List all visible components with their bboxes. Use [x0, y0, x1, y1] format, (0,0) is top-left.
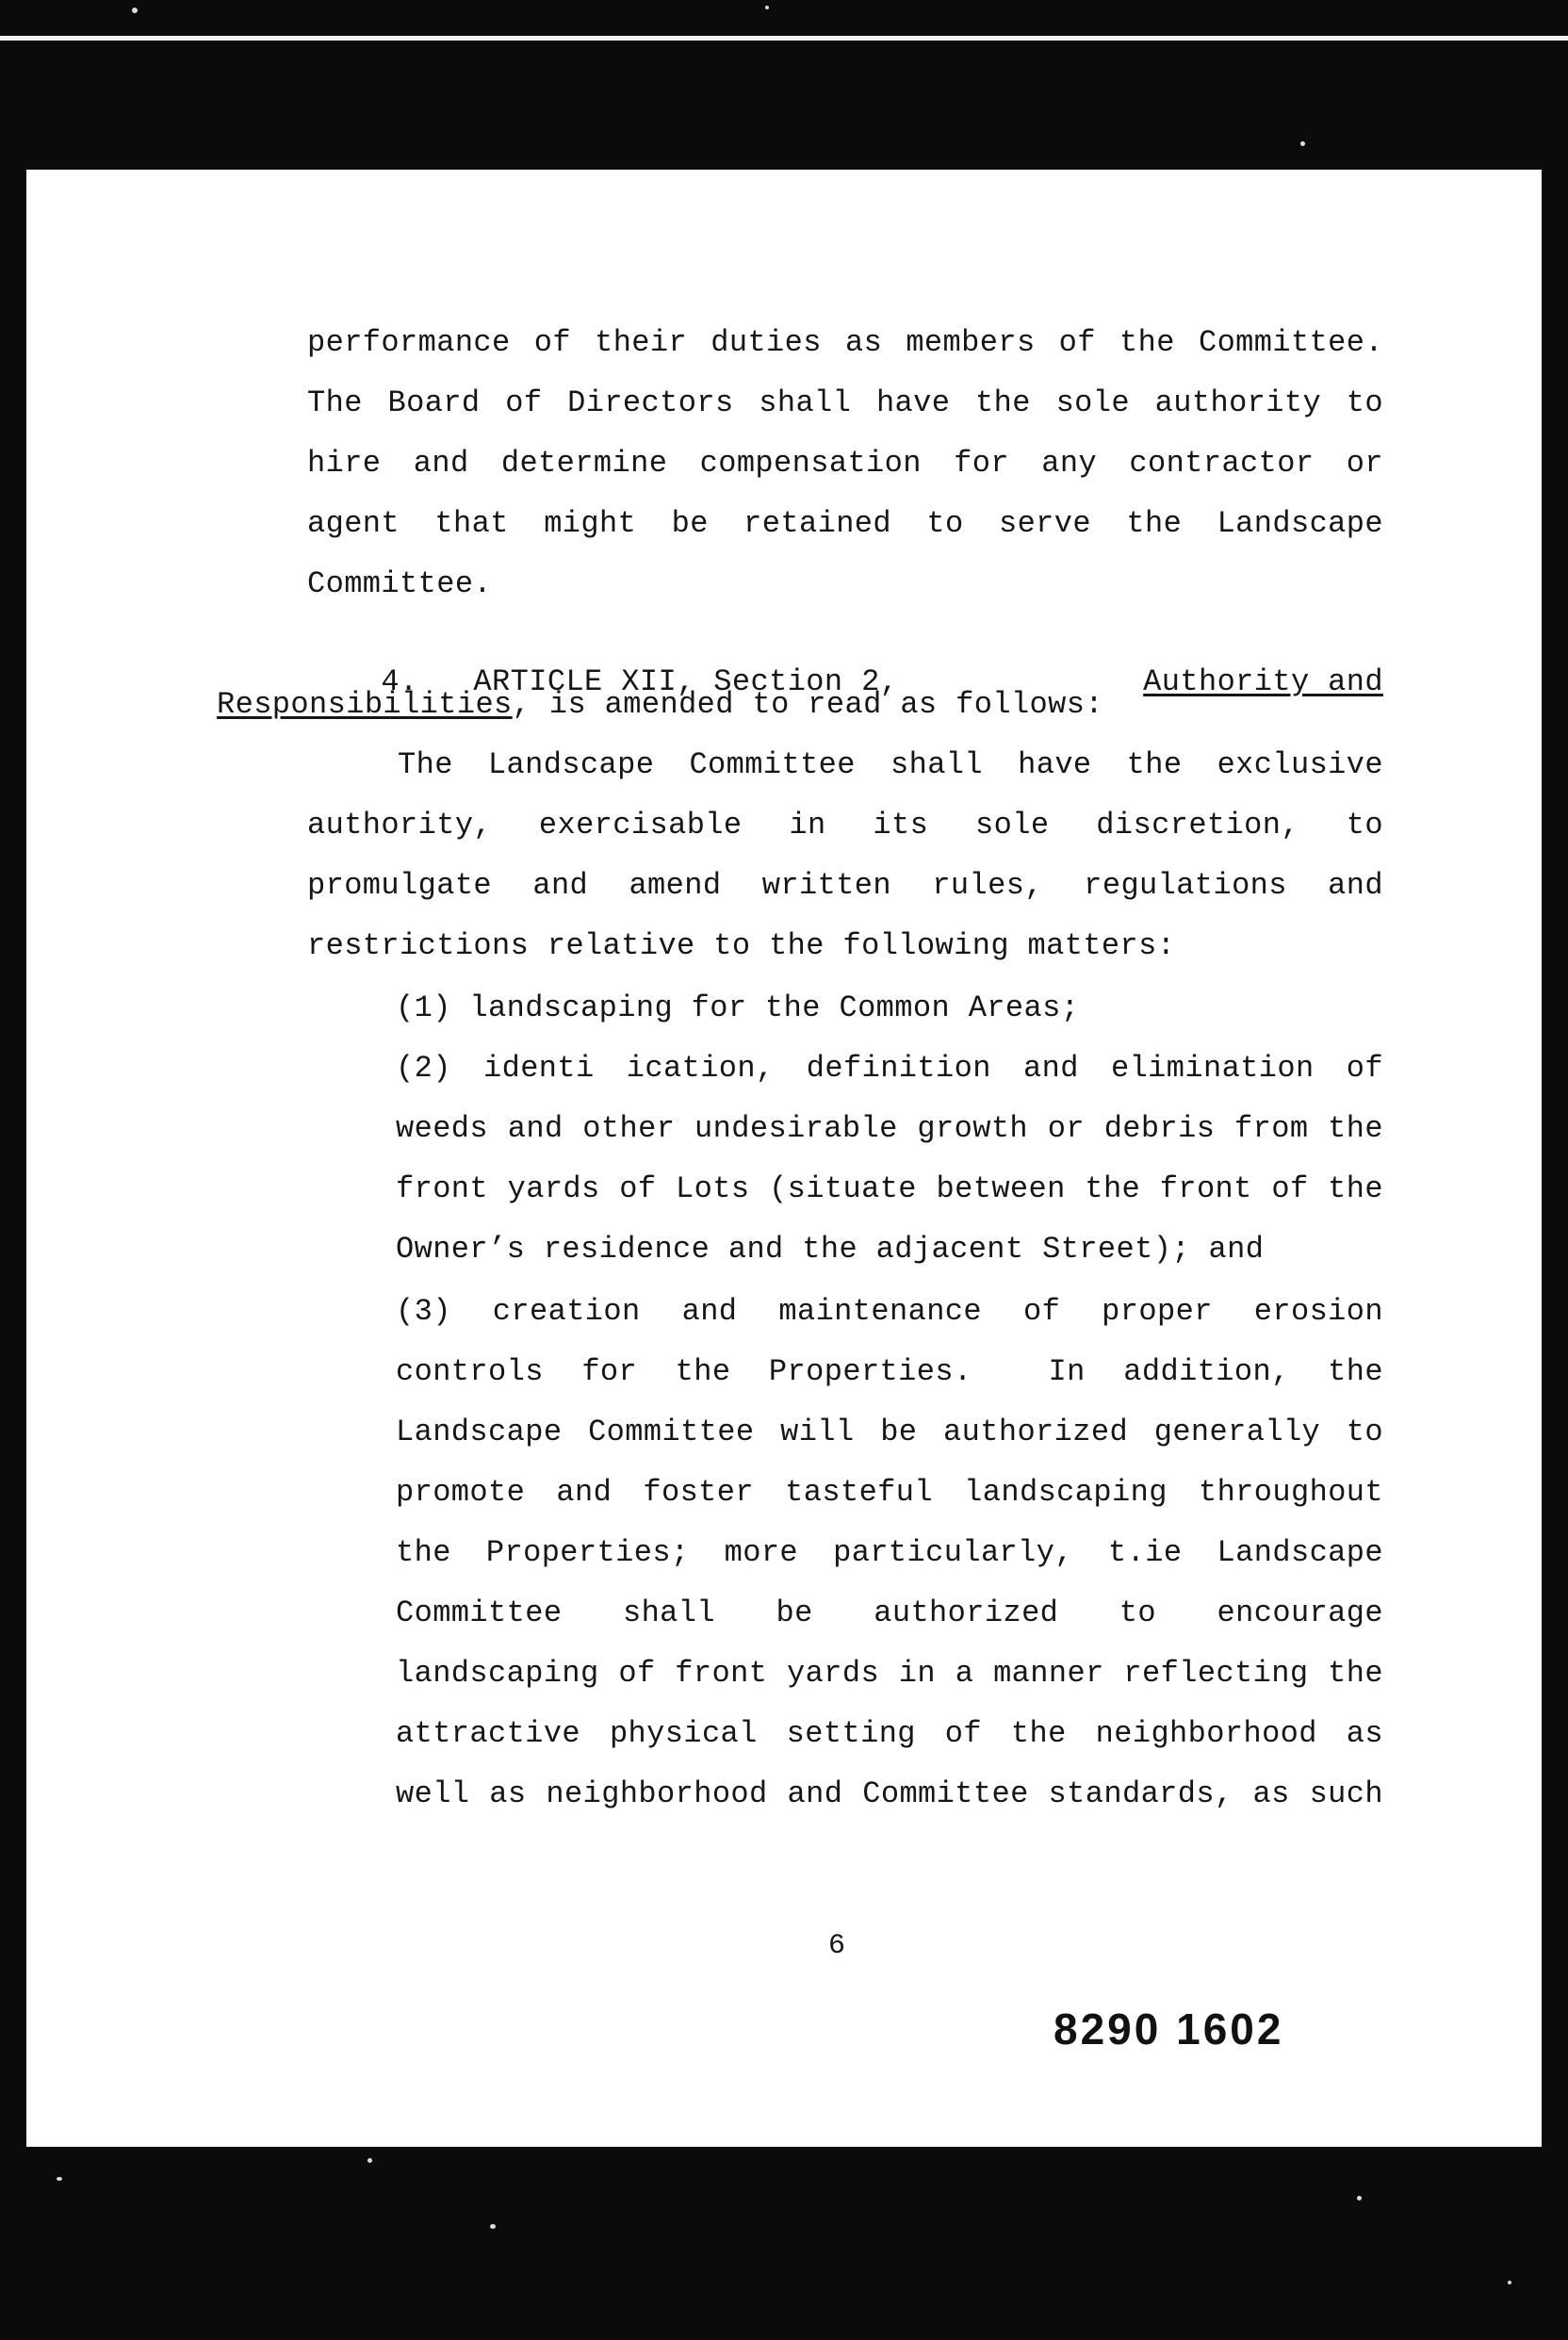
scan-speck: [1300, 141, 1305, 146]
text-line: restrictions relative to the following matters:: [307, 928, 1176, 963]
underlined-title-part2: Responsibilities: [217, 687, 513, 722]
list-item: (2) identi ication, definition and elimination of: [396, 1051, 1383, 1086]
article-reference: 4. ARTICLE XII, Section 2,: [381, 664, 917, 699]
amendment-phrase: , is amended to read as follows:: [512, 687, 1103, 722]
scan-speck: [1508, 2281, 1511, 2284]
scan-speck: [765, 6, 769, 9]
text-line: controls for the Properties. In addition, the: [396, 1354, 1383, 1389]
text-line: authority, exercisable in its sole discretion, to: [307, 808, 1383, 843]
page-number: 6: [827, 1930, 845, 1962]
document-page: [26, 170, 1542, 2147]
text-line: promulgate and amend written rules, regulations and: [307, 868, 1383, 903]
text-line: weeds and other undesirable growth or debris from the: [396, 1111, 1383, 1146]
text-line: Committee.: [307, 566, 493, 601]
underlined-title-part1: Authority and: [1143, 664, 1383, 699]
scan-speck: [490, 2224, 496, 2229]
text-line: Owner’s residence and the adjacent Street); and: [396, 1232, 1265, 1267]
scan-speck: [57, 2177, 62, 2181]
text-line: performance of their duties as members of the Committee.: [307, 325, 1383, 360]
text-line: promote and foster tasteful landscaping throughout: [396, 1475, 1383, 1510]
text-line: the Properties; more particularly, t.ie Landscape: [396, 1535, 1383, 1570]
scan-speck: [368, 2158, 372, 2163]
text-line: agent that might be retained to serve the Landscape: [307, 506, 1383, 541]
scan-speck: [1357, 2196, 1362, 2201]
list-item: (1) landscaping for the Common Areas;: [396, 990, 1080, 1025]
scan-speck: [132, 8, 138, 13]
text-line: well as neighborhood and Committee standards, as such: [396, 1776, 1383, 1811]
scan-top-edge: [0, 36, 1568, 41]
article-heading-continuation: [217, 686, 1103, 724]
text-line: landscaping of front yards in a manner reflecting the: [396, 1656, 1383, 1691]
text-line: The Landscape Committee shall have the exclusive: [398, 747, 1383, 782]
list-item: (3) creation and maintenance of proper erosion: [396, 1294, 1383, 1329]
text-line: hire and determine compensation for any contractor or: [307, 446, 1383, 481]
text-line: The Board of Directors shall have the sole authority to: [307, 385, 1383, 420]
text-line: attractive physical setting of the neighborhood as: [396, 1716, 1383, 1751]
text-line: Landscape Committee will be authorized generally to: [396, 1415, 1383, 1449]
text-line: front yards of Lots (situate between the front of the: [396, 1171, 1383, 1206]
document-number: 8290 1602: [1054, 2005, 1284, 2054]
text-line: Committee shall be authorized to encourage: [396, 1595, 1383, 1630]
